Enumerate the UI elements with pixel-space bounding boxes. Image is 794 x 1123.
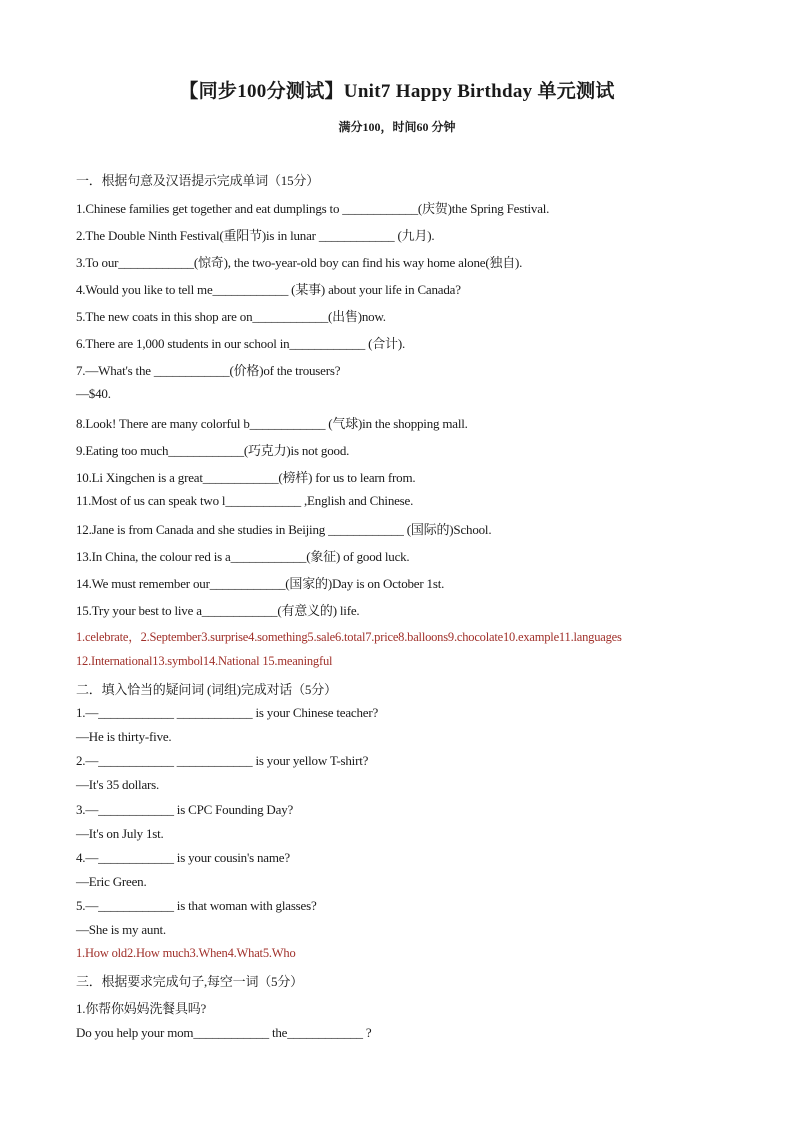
answer-key: 1.celebrate，2.September3.surprise4.something5.sale6.total7.price8.balloons9.chocolate10.example11.languages <box>76 630 622 644</box>
question-line: 1.—____________ ____________ is your Chinese teacher? <box>76 705 379 720</box>
question-line: Do you help your mom____________ the____________ ? <box>76 1025 372 1040</box>
question-line: —He is thirty-five. <box>76 729 172 744</box>
question-line: 1.Chinese families get together and eat dumplings to ____________(庆贺)the Spring Festival. <box>76 201 550 216</box>
question-line: 8.Look! There are many colorful b____________ (气球)in the shopping mall. <box>76 416 468 431</box>
question-line: 3.To our____________(惊奇), the two-year-old boy can find his way home alone(独自). <box>76 255 523 270</box>
question-line: 2.The Double Ninth Festival(重阳节)is in lunar ____________ (九月). <box>76 228 435 243</box>
question-line: 6.There are 1,000 students in our school in____________ (合计). <box>76 336 405 351</box>
question-line: 2.—____________ ____________ is your yellow T-shirt? <box>76 753 369 768</box>
question-line: 5.—____________ is that woman with glasses? <box>76 898 317 913</box>
question-line: 4.—____________ is your cousin's name? <box>76 850 290 865</box>
question-line: 7.—What's the ____________(价格)of the trousers? <box>76 363 341 378</box>
question-line: 5.The new coats in this shop are on____________(出售)now. <box>76 309 386 324</box>
question-line: —It's on July 1st. <box>76 826 164 841</box>
question-line: —It's 35 dollars. <box>76 777 160 792</box>
section3-heading: 三．根据要求完成句子,每空一词（5分） <box>76 974 303 989</box>
page-subtitle: 满分100，时间60 分钟 <box>338 120 456 134</box>
answer-key: 12.International13.symbol14.National 15.meaningful <box>76 654 333 668</box>
question-line: 1.你帮你妈妈洗餐具吗? <box>76 1001 207 1016</box>
question-line: 15.Try your best to live a____________(有意义的) life. <box>76 603 360 618</box>
question-line: 3.—____________ is CPC Founding Day? <box>76 802 294 817</box>
question-line: —$40. <box>76 386 111 401</box>
answer-key: 1.How old2.How much3.When4.What5.Who <box>76 946 296 960</box>
question-line: 14.We must remember our____________(国家的)Day is on October 1st. <box>76 576 445 591</box>
question-line: 12.Jane is from Canada and she studies in Beijing ____________ (国际的)School. <box>76 522 492 537</box>
question-line: —She is my aunt. <box>76 922 166 937</box>
page-title: 【同步100分测试】Unit7 Happy Birthday 单元测试 <box>179 81 615 102</box>
section2-heading: 二．填入恰当的疑问词 (词组)完成对话（5分） <box>76 682 337 697</box>
section1-heading: 一．根据句意及汉语提示完成单词（15分） <box>76 173 320 188</box>
question-line: 10.Li Xingchen is a great____________(榜样) for us to learn from. <box>76 470 416 485</box>
question-line: 9.Eating too much____________(巧克力)is not good. <box>76 443 350 458</box>
question-line: 4.Would you like to tell me____________ (某事) about your life in Canada? <box>76 282 461 297</box>
question-line: —Eric Green. <box>76 874 147 889</box>
question-line: 11.Most of us can speak two l____________ ,English and Chinese. <box>76 493 414 508</box>
question-line: 13.In China, the colour red is a____________(象征) of good luck. <box>76 549 410 564</box>
